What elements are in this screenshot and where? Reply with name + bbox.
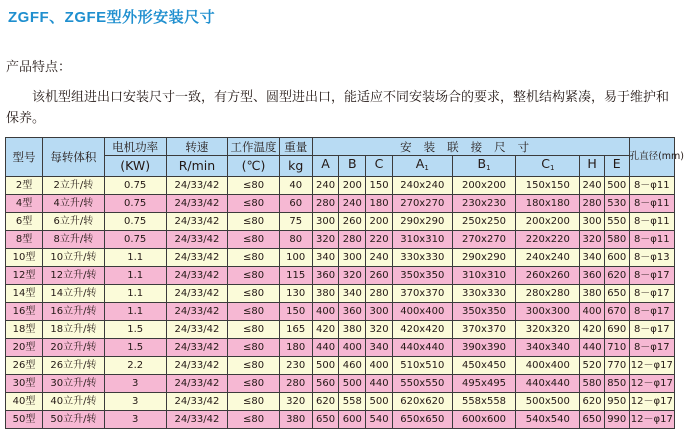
cell-power: 1.1 — [104, 285, 166, 303]
cell-weight: 280 — [279, 375, 312, 393]
cell-b1: 558x558 — [452, 393, 516, 411]
cell-a1: 650x650 — [392, 411, 452, 429]
header-col-b1: $B_1$ — [452, 156, 516, 177]
cell-c: 260 — [366, 267, 393, 285]
cell-temp: ≤80 — [228, 195, 279, 213]
cell-disp: 40立升/转 — [43, 393, 105, 411]
cell-h: 380 — [580, 285, 605, 303]
header-temp: 工作温度 — [228, 138, 279, 156]
cell-e: 650 — [604, 285, 629, 303]
cell-h: 420 — [580, 321, 605, 339]
table-row — [6, 267, 675, 285]
table-header-row — [6, 138, 675, 156]
cell-model: 6型 — [6, 213, 43, 231]
cell-power: 3 — [104, 411, 166, 429]
cell-c1: 260x260 — [516, 267, 580, 285]
cell-model: 20型 — [6, 339, 43, 357]
cell-disp: 4立升/转 — [43, 195, 105, 213]
cell-disp: 18立升/转 — [43, 321, 105, 339]
cell-speed: 24/33/42 — [166, 411, 228, 429]
cell-h: 400 — [580, 303, 605, 321]
cell-weight: 40 — [279, 177, 312, 195]
header-power-unit: (KW) — [104, 156, 166, 177]
cell-disp: 26立升/转 — [43, 357, 105, 375]
cell-a: 420 — [312, 321, 339, 339]
cell-model: 16型 — [6, 303, 43, 321]
cell-weight: 80 — [279, 231, 312, 249]
cell-c: 440 — [366, 375, 393, 393]
cell-a: 280 — [312, 195, 339, 213]
cell-weight: 100 — [279, 249, 312, 267]
cell-disp: 10立升/转 — [43, 249, 105, 267]
cell-c1: 200x200 — [516, 213, 580, 231]
cell-speed: 24/33/42 — [166, 339, 228, 357]
cell-weight: 165 — [279, 321, 312, 339]
cell-h: 440 — [580, 339, 605, 357]
header-col-b: B — [339, 156, 366, 177]
cell-hole: 12－φ17 — [629, 411, 674, 429]
cell-e: 550 — [604, 213, 629, 231]
cell-hole: 8－φ13 — [629, 249, 674, 267]
cell-a1: 290x290 — [392, 213, 452, 231]
cell-weight: 60 — [279, 195, 312, 213]
cell-e: 990 — [604, 411, 629, 429]
table-row — [6, 357, 675, 375]
header-col-a: A — [312, 156, 339, 177]
cell-h: 520 — [580, 357, 605, 375]
cell-hole: 8－φ11 — [629, 195, 674, 213]
table-row — [6, 285, 675, 303]
cell-hole: 8－φ17 — [629, 339, 674, 357]
cell-hole: 8－φ11 — [629, 231, 674, 249]
cell-disp: 50立升/转 — [43, 411, 105, 429]
cell-hole: 8－φ11 — [629, 177, 674, 195]
cell-b: 558 — [339, 393, 366, 411]
cell-b1: 270x270 — [452, 231, 516, 249]
cell-c: 500 — [366, 393, 393, 411]
cell-weight: 230 — [279, 357, 312, 375]
table-row — [6, 339, 675, 357]
cell-model: 10型 — [6, 249, 43, 267]
cell-weight: 320 — [279, 393, 312, 411]
cell-h: 620 — [580, 393, 605, 411]
cell-a: 500 — [312, 357, 339, 375]
table-row — [6, 375, 675, 393]
cell-temp: ≤80 — [228, 321, 279, 339]
cell-b1: 450x450 — [452, 357, 516, 375]
cell-speed: 24/33/42 — [166, 267, 228, 285]
cell-a: 340 — [312, 249, 339, 267]
cell-temp: ≤80 — [228, 411, 279, 429]
cell-b: 200 — [339, 177, 366, 195]
cell-a1: 350x350 — [392, 267, 452, 285]
header-speed-unit: R/min — [166, 156, 228, 177]
table-subheader-row — [6, 156, 675, 177]
cell-speed: 24/33/42 — [166, 177, 228, 195]
cell-disp: 14立升/转 — [43, 285, 105, 303]
cell-weight: 75 — [279, 213, 312, 231]
cell-a: 620 — [312, 393, 339, 411]
cell-a1: 370x370 — [392, 285, 452, 303]
cell-e: 690 — [604, 321, 629, 339]
cell-disp: 20立升/转 — [43, 339, 105, 357]
cell-e: 850 — [604, 375, 629, 393]
cell-temp: ≤80 — [228, 177, 279, 195]
cell-power: 0.75 — [104, 213, 166, 231]
cell-c1: 300x300 — [516, 303, 580, 321]
cell-a1: 400x400 — [392, 303, 452, 321]
cell-b: 280 — [339, 231, 366, 249]
cell-model: 40型 — [6, 393, 43, 411]
cell-a: 440 — [312, 339, 339, 357]
cell-power: 1.1 — [104, 267, 166, 285]
cell-e: 770 — [604, 357, 629, 375]
cell-e: 530 — [604, 195, 629, 213]
cell-b: 340 — [339, 285, 366, 303]
cell-model: 30型 — [6, 375, 43, 393]
header-col-e: E — [604, 156, 629, 177]
header-displacement: 每转体积 — [43, 138, 105, 177]
cell-h: 320 — [580, 231, 605, 249]
cell-a1: 550x550 — [392, 375, 452, 393]
cell-a1: 240x240 — [392, 177, 452, 195]
cell-b: 260 — [339, 213, 366, 231]
cell-h: 300 — [580, 213, 605, 231]
cell-speed: 24/33/42 — [166, 357, 228, 375]
cell-hole: 8－φ17 — [629, 285, 674, 303]
table-row — [6, 195, 675, 213]
cell-speed: 24/33/42 — [166, 375, 228, 393]
cell-c: 180 — [366, 195, 393, 213]
cell-b1: 250x250 — [452, 213, 516, 231]
cell-hole: 12－φ17 — [629, 357, 674, 375]
cell-weight: 150 — [279, 303, 312, 321]
cell-e: 500 — [604, 177, 629, 195]
cell-h: 650 — [580, 411, 605, 429]
header-col-c: C — [366, 156, 393, 177]
cell-speed: 24/33/42 — [166, 249, 228, 267]
cell-c: 400 — [366, 357, 393, 375]
cell-a: 400 — [312, 303, 339, 321]
table-row — [6, 177, 675, 195]
features-heading: 产品特点： — [6, 59, 72, 74]
cell-b: 460 — [339, 357, 366, 375]
cell-speed: 24/33/42 — [166, 285, 228, 303]
cell-power: 1.5 — [104, 339, 166, 357]
cell-hole: 8－φ17 — [629, 321, 674, 339]
cell-c1: 340x340 — [516, 339, 580, 357]
header-weight-unit: kg — [279, 156, 312, 177]
cell-temp: ≤80 — [228, 249, 279, 267]
cell-model: 50型 — [6, 411, 43, 429]
cell-a: 650 — [312, 411, 339, 429]
cell-hole: 8－φ17 — [629, 303, 674, 321]
table-row — [6, 213, 675, 231]
cell-b: 600 — [339, 411, 366, 429]
header-install: 安装联接尺寸 — [312, 138, 629, 156]
table-row — [6, 231, 675, 249]
cell-b: 500 — [339, 375, 366, 393]
cell-c1: 500x500 — [516, 393, 580, 411]
cell-c: 340 — [366, 339, 393, 357]
cell-c: 220 — [366, 231, 393, 249]
cell-c1: 320x320 — [516, 321, 580, 339]
cell-disp: 30立升/转 — [43, 375, 105, 393]
header-col-c1: $C_1$ — [516, 156, 580, 177]
cell-hole: 12－φ17 — [629, 393, 674, 411]
cell-a1: 270x270 — [392, 195, 452, 213]
cell-b1: 310x310 — [452, 267, 516, 285]
cell-c1: 440x440 — [516, 375, 580, 393]
table-row — [6, 303, 675, 321]
cell-b1: 600x600 — [452, 411, 516, 429]
cell-model: 2型 — [6, 177, 43, 195]
cell-speed: 24/33/42 — [166, 195, 228, 213]
header-model: 型号 — [6, 138, 43, 177]
cell-speed: 24/33/42 — [166, 303, 228, 321]
cell-disp: 16立升/转 — [43, 303, 105, 321]
cell-speed: 24/33/42 — [166, 213, 228, 231]
cell-h: 340 — [580, 249, 605, 267]
cell-model: 8型 — [6, 231, 43, 249]
cell-model: 12型 — [6, 267, 43, 285]
cell-power: 3 — [104, 375, 166, 393]
cell-power: 0.75 — [104, 195, 166, 213]
cell-b: 300 — [339, 249, 366, 267]
cell-model: 4型 — [6, 195, 43, 213]
cell-a1: 510x510 — [392, 357, 452, 375]
cell-h: 280 — [580, 195, 605, 213]
cell-c1: 150x150 — [516, 177, 580, 195]
table-row — [6, 321, 675, 339]
cell-b: 400 — [339, 339, 366, 357]
cell-c1: 400x400 — [516, 357, 580, 375]
table-row — [6, 393, 675, 411]
cell-c1: 220x220 — [516, 231, 580, 249]
header-speed: 转速 — [166, 138, 228, 156]
cell-model: 26型 — [6, 357, 43, 375]
cell-h: 360 — [580, 267, 605, 285]
cell-c: 150 — [366, 177, 393, 195]
cell-c: 300 — [366, 303, 393, 321]
cell-temp: ≤80 — [228, 285, 279, 303]
cell-a1: 620x620 — [392, 393, 452, 411]
cell-disp: 8立升/转 — [43, 231, 105, 249]
cell-b1: 495x495 — [452, 375, 516, 393]
cell-h: 580 — [580, 375, 605, 393]
cell-e: 710 — [604, 339, 629, 357]
cell-speed: 24/33/42 — [166, 231, 228, 249]
cell-temp: ≤80 — [228, 375, 279, 393]
cell-b1: 290x290 — [452, 249, 516, 267]
product-description: 该机型组进出口安装尺寸一致，有方型、圆型进出口，能适应不同安装场合的要求，整机结构紧凑，易于维护和保养。 — [6, 89, 670, 125]
cell-c: 280 — [366, 285, 393, 303]
cell-disp: 6立升/转 — [43, 213, 105, 231]
cell-disp: 12立升/转 — [43, 267, 105, 285]
header-weight: 重量 — [279, 138, 312, 156]
cell-c: 540 — [366, 411, 393, 429]
cell-e: 950 — [604, 393, 629, 411]
cell-a: 560 — [312, 375, 339, 393]
cell-a: 300 — [312, 213, 339, 231]
header-hole: 孔直径(mm) — [629, 138, 674, 177]
cell-b1: 370x370 — [452, 321, 516, 339]
cell-a: 360 — [312, 267, 339, 285]
cell-model: 14型 — [6, 285, 43, 303]
cell-power: 3 — [104, 393, 166, 411]
cell-a1: 330x330 — [392, 249, 452, 267]
cell-h: 240 — [580, 177, 605, 195]
cell-e: 600 — [604, 249, 629, 267]
cell-a: 240 — [312, 177, 339, 195]
cell-weight: 115 — [279, 267, 312, 285]
cell-b1: 350x350 — [452, 303, 516, 321]
cell-b: 240 — [339, 195, 366, 213]
cell-hole: 12－φ17 — [629, 375, 674, 393]
cell-b: 380 — [339, 321, 366, 339]
cell-c1: 180x180 — [516, 195, 580, 213]
page-title: ZGFF、ZGFE型外形安装尺寸 — [8, 9, 216, 26]
cell-power: 2.2 — [104, 357, 166, 375]
cell-hole: 8－φ11 — [629, 213, 674, 231]
cell-hole: 8－φ17 — [629, 267, 674, 285]
cell-c: 320 — [366, 321, 393, 339]
cell-c1: 540x540 — [516, 411, 580, 429]
cell-temp: ≤80 — [228, 393, 279, 411]
cell-temp: ≤80 — [228, 339, 279, 357]
spec-table — [5, 137, 684, 429]
cell-b1: 230x230 — [452, 195, 516, 213]
cell-e: 580 — [604, 231, 629, 249]
cell-c1: 280x280 — [516, 285, 580, 303]
table-row — [6, 249, 675, 267]
cell-b1: 200x200 — [452, 177, 516, 195]
cell-speed: 24/33/42 — [166, 321, 228, 339]
cell-power: 1.1 — [104, 249, 166, 267]
cell-power: 0.75 — [104, 177, 166, 195]
cell-c1: 240x240 — [516, 249, 580, 267]
cell-power: 1.1 — [104, 303, 166, 321]
header-col-a1: $A_1$ — [392, 156, 452, 177]
cell-model: 18型 — [6, 321, 43, 339]
cell-weight: 380 — [279, 411, 312, 429]
cell-b: 320 — [339, 267, 366, 285]
header-power: 电机功率 — [104, 138, 166, 156]
cell-temp: ≤80 — [228, 303, 279, 321]
cell-a: 380 — [312, 285, 339, 303]
table-row — [6, 411, 675, 429]
cell-e: 670 — [604, 303, 629, 321]
cell-power: 1.5 — [104, 321, 166, 339]
cell-temp: ≤80 — [228, 213, 279, 231]
cell-a1: 440x440 — [392, 339, 452, 357]
cell-temp: ≤80 — [228, 267, 279, 285]
cell-weight: 130 — [279, 285, 312, 303]
cell-b1: 330x330 — [452, 285, 516, 303]
cell-power: 0.75 — [104, 231, 166, 249]
cell-speed: 24/33/42 — [166, 393, 228, 411]
cell-a1: 310x310 — [392, 231, 452, 249]
cell-temp: ≤80 — [228, 357, 279, 375]
cell-temp: ≤80 — [228, 231, 279, 249]
cell-disp: 2立升/转 — [43, 177, 105, 195]
cell-a1: 420x420 — [392, 321, 452, 339]
cell-a: 320 — [312, 231, 339, 249]
cell-c: 200 — [366, 213, 393, 231]
cell-b1: 390x390 — [452, 339, 516, 357]
cell-c: 240 — [366, 249, 393, 267]
cell-b: 360 — [339, 303, 366, 321]
cell-e: 620 — [604, 267, 629, 285]
cell-weight: 180 — [279, 339, 312, 357]
header-col-h: H — [580, 156, 605, 177]
table-body — [6, 177, 675, 429]
header-temp-unit: (℃) — [228, 156, 279, 177]
